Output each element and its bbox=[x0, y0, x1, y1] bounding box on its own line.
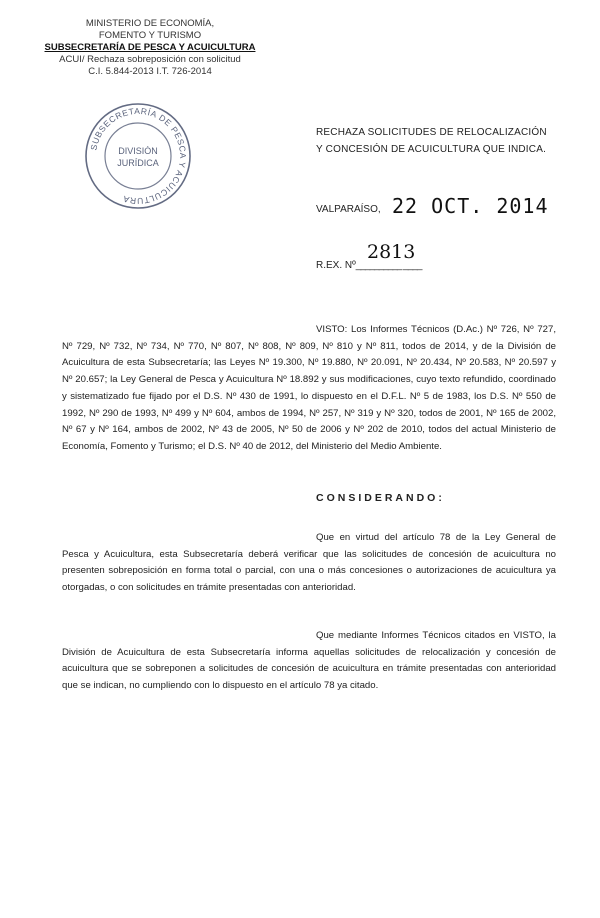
official-seal-stamp bbox=[82, 100, 194, 212]
date-stamp: 22 OCT. 2014 bbox=[392, 194, 549, 218]
letterhead-undersecretariat: SUBSECRETARÍA DE PESCA Y ACUICULTURA bbox=[44, 42, 256, 53]
place-label: VALPARAÍSO, bbox=[316, 204, 381, 215]
letterhead-file-number: C.I. 5.844-2013 I.T. 726-2014 bbox=[88, 66, 212, 77]
considerando-paragraph-1 bbox=[62, 530, 556, 597]
svg-text:SUBSECRETARÍA DE PESCA Y ACUIC bbox=[88, 106, 188, 206]
resolution-subject: RECHAZA SOLICITUDES DE RELOCALIZACIÓN Y CONCESIÓN DE ACUICULTURA QUE INDICA. bbox=[316, 127, 547, 155]
letterhead-reference: ACUI/ Rechaza sobreposición con solicitud bbox=[59, 54, 241, 65]
resolution-number: 2813 bbox=[367, 241, 416, 263]
considerando-paragraph-1-text: Que en virtud del artículo 78 de la Ley General de Pesca y Acuicultura, esta Subsecretaría deberá verificar que las solicitudes de concesión de acuicultura no presenten sobreposición en forma total o parcial, con una o más concesiones o autorizaciones de acuicultura ya otorgadas, o con solicitudes en trámite presentadas con anterioridad. bbox=[62, 532, 556, 594]
visto-text: VISTO: Los Informes Técnicos (D.Ac.) Nº 726, Nº 727, Nº 729, Nº 732, Nº 734, Nº 770, Nº 807, Nº 808, Nº 809, Nº 810 y Nº 811, todos de 2014, y de la División de Acuicultura de esta Subsecretaría; las Leyes Nº 19.300, Nº 19.880, Nº 20.091, Nº 20.434, Nº 20.583, Nº 20.597 y Nº 20.657; la Ley General de Pesca y Acuicultura Nº 18.892 y sus modificaciones, cuyo texto refundido, coordinado y sistematizado fue fijado por el D.S. Nº 430 de 1991, lo dispuesto en el D.F.L. Nº 5 de 1983, los D.S. Nº 550 de 1992, Nº 290 de 1993, Nº 499 y Nº 604, ambos de 1994, Nº 257, Nº 319 y Nº 320, todos de 2001, Nº 165 de 2002, Nº 67 y Nº 164, ambos de 2002, Nº 43 de 2005, Nº 50 de 2006 y Nº 202 de 2010, todos del actual Ministerio de Economía, Fomento y Turismo; el D.S. Nº 40 de 2012, del Ministerio del Medio Ambiente. bbox=[62, 324, 556, 452]
seal-inner-line-1: DIVISIÓN bbox=[118, 146, 158, 156]
resolution-number-label: R.EX. Nº bbox=[316, 260, 356, 271]
seal-outer-text: SUBSECRETARÍA DE PESCA Y ACUICULTURA bbox=[88, 105, 189, 207]
letterhead bbox=[40, 18, 260, 78]
letterhead-ministry-2: FOMENTO Y TURISMO bbox=[98, 30, 202, 41]
resolution-number-line: R.EX. Nº__________ ____ bbox=[316, 260, 422, 271]
visto-paragraph bbox=[62, 322, 556, 456]
considerando-paragraph-2 bbox=[62, 628, 556, 695]
considerando-paragraph-2-text: Que mediante Informes Técnicos citados en VISTO, la División de Acuicultura de esta Subsecretaría informa aquellas solicitudes de relocalización y concesión de acuicultura que se sobreponen a solicitudes de concesión de acuicultura en trámite presentadas con anterioridad que se indican, no cumpliendo con lo dispuesto en el artículo 78 ya citado. bbox=[62, 630, 556, 692]
considerando-heading: CONSIDERANDO: bbox=[316, 492, 445, 504]
letterhead-ministry: MINISTERIO DE ECONOMÍA, bbox=[85, 18, 215, 29]
seal-inner-line-2: JURÍDICA bbox=[117, 158, 159, 168]
